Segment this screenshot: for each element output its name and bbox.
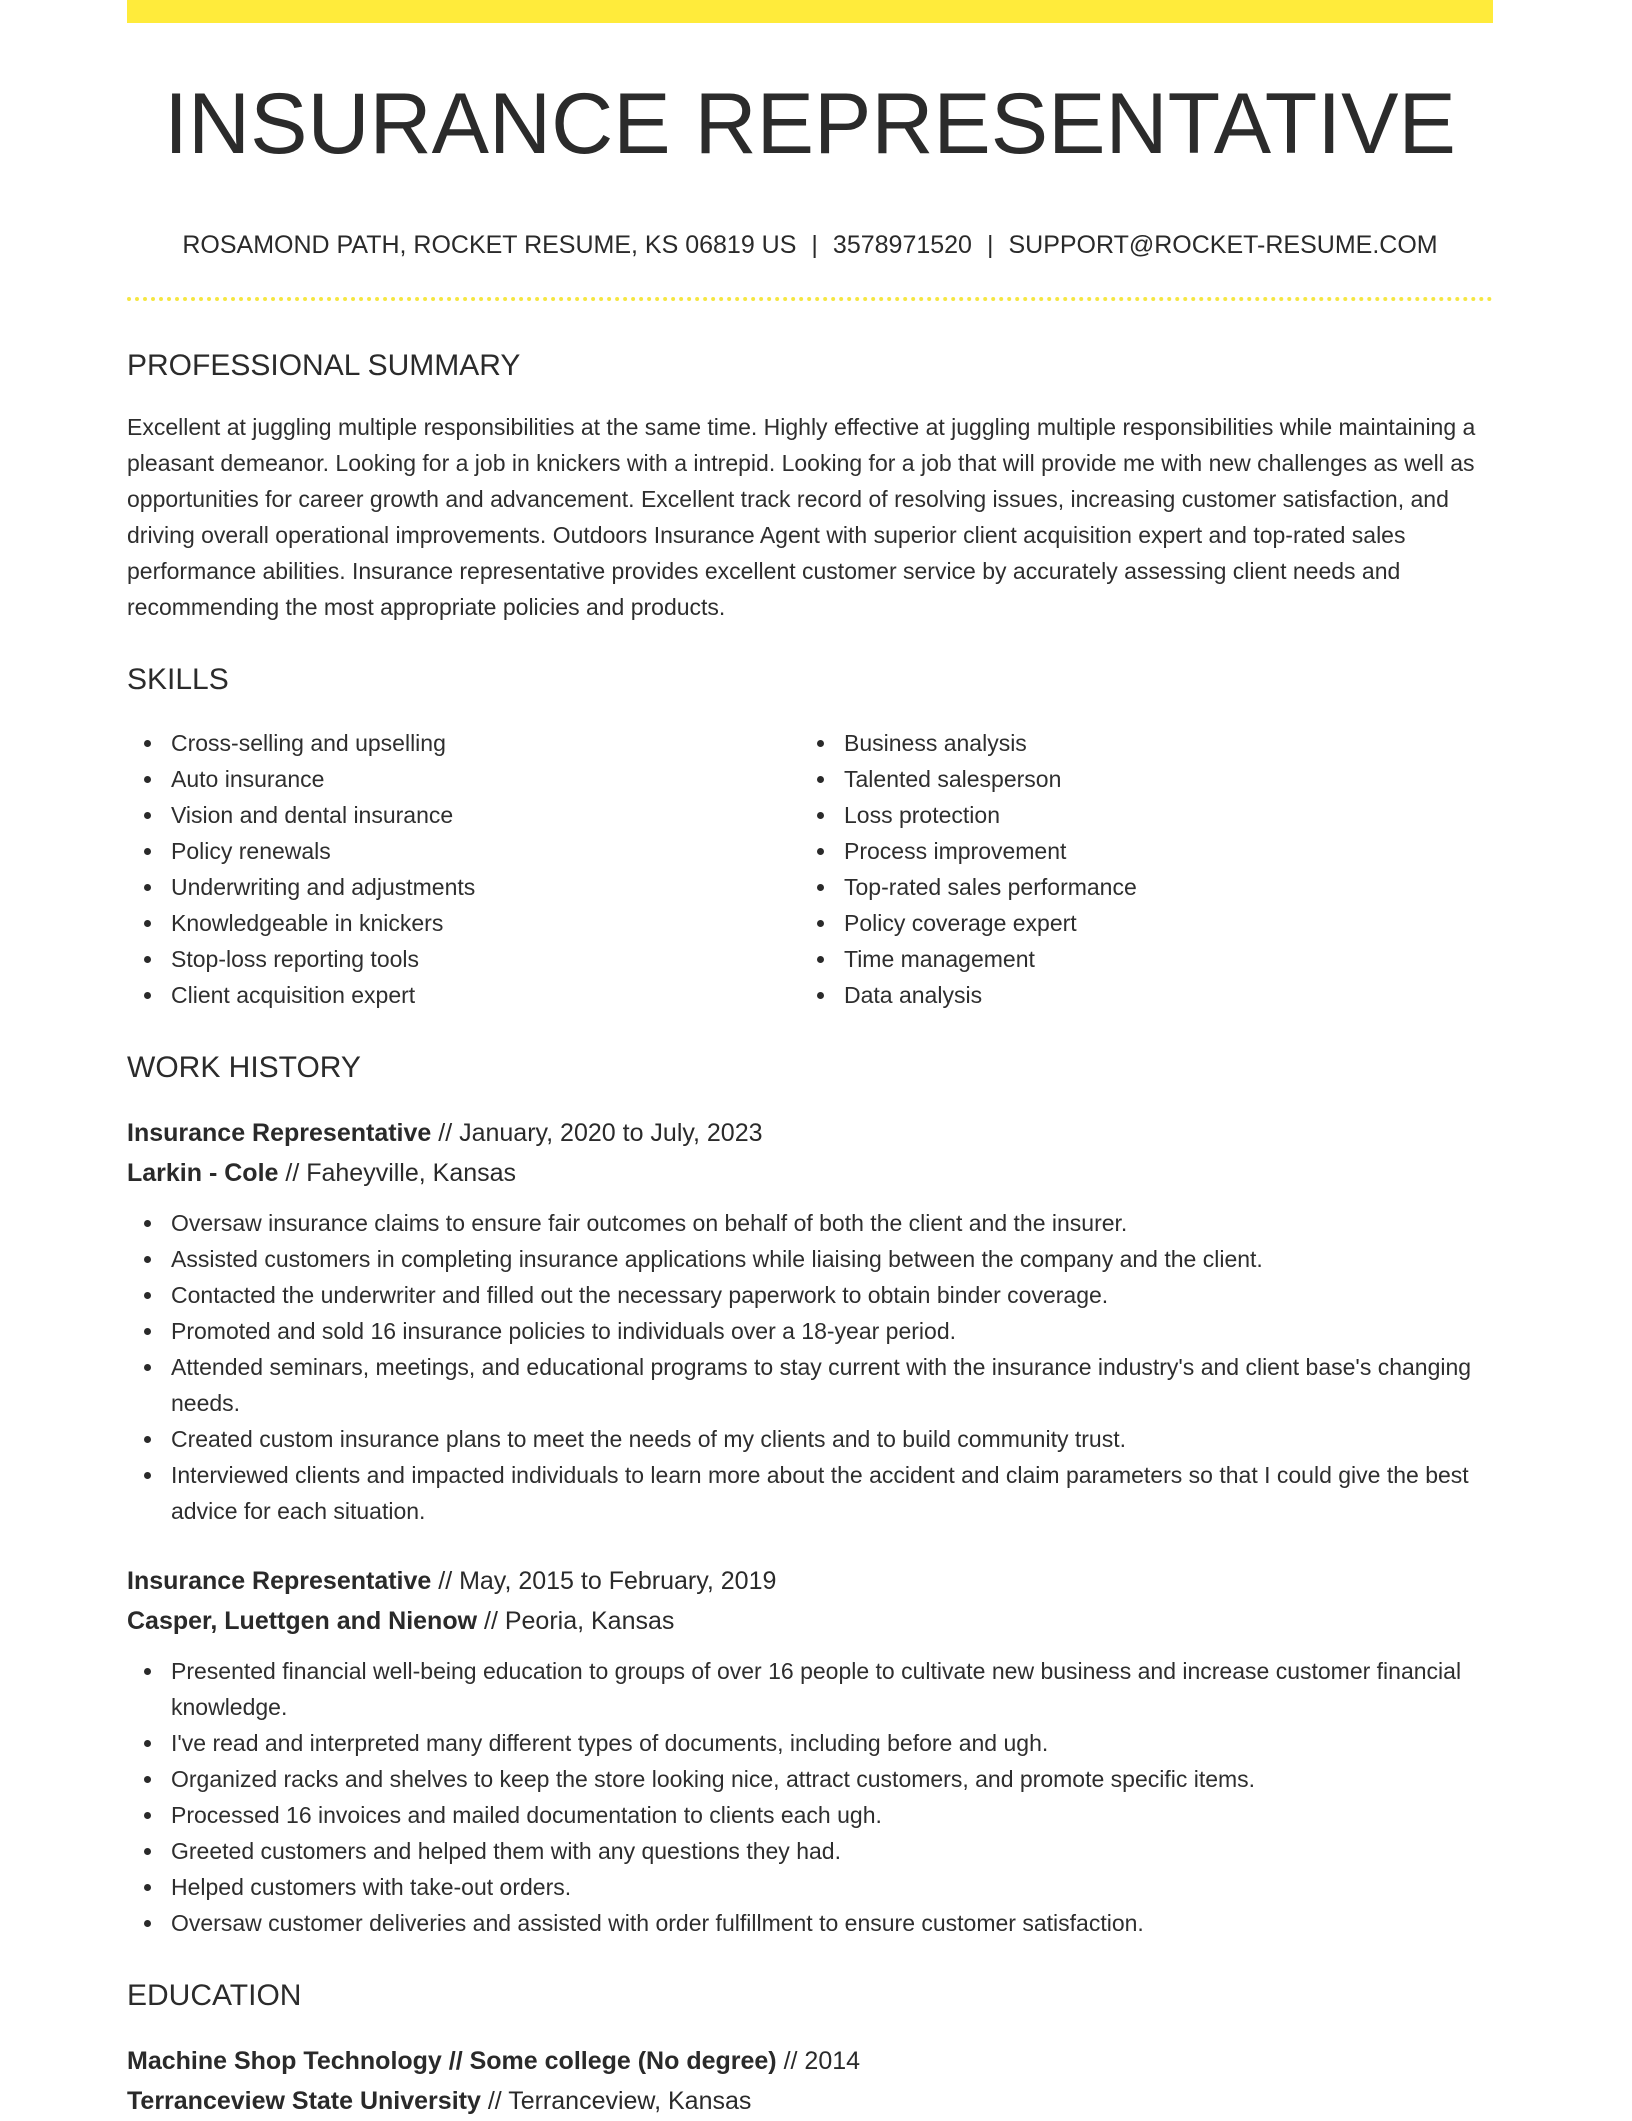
job-location: // Peoria, Kansas: [477, 1607, 675, 1635]
job-bullet: Greeted customers and helped them with any questions they had.: [127, 1833, 1493, 1869]
section-heading-skills: SKILLS: [127, 663, 229, 696]
skill-item: Auto insurance: [127, 761, 800, 797]
skill-item: Policy coverage expert: [800, 905, 1473, 941]
skill-item: Policy renewals: [127, 833, 800, 869]
skill-item: Time management: [800, 941, 1473, 977]
education-location: // Terranceview, Kansas: [480, 2087, 752, 2115]
education-year: // 2014: [776, 2047, 861, 2075]
job-company: Casper, Luettgen and Nienow: [127, 1607, 478, 1635]
skill-item: Stop-loss reporting tools: [127, 941, 800, 977]
phone: 3578971520: [832, 231, 972, 259]
job-bullet: I've read and interpreted many different types of documents, including before and ugh.: [127, 1725, 1493, 1761]
skill-item: Loss protection: [800, 797, 1473, 833]
education-school: Terranceview State University: [127, 2087, 481, 2115]
resume-page: [127, 0, 1493, 2121]
job-dates: // January, 2020 to July, 2023: [431, 1119, 763, 1147]
skill-item: Business analysis: [800, 725, 1473, 761]
job-company-line: [127, 1153, 1493, 1193]
job-bullet: Created custom insurance plans to meet the needs of my clients and to build community trust.: [127, 1421, 1493, 1457]
job-title-line: [127, 1561, 1493, 1601]
job-bullet: Helped customers with take-out orders.: [127, 1869, 1493, 1905]
job-bullet: Interviewed clients and impacted individuals to learn more about the accident and claim parameters so that I could give the best advice for each situation.: [127, 1457, 1493, 1529]
job-title-line: [127, 1113, 1493, 1153]
email: SUPPORT@ROCKET-RESUME.COM: [1008, 231, 1438, 259]
job-bullet: Assisted customers in completing insurance applications while liaising between the company and the client.: [127, 1241, 1493, 1277]
job-location: // Faheyville, Kansas: [278, 1159, 517, 1187]
skill-item: Underwriting and adjustments: [127, 869, 800, 905]
job-bullet: Oversaw customer deliveries and assisted with order fulfillment to ensure customer satisfaction.: [127, 1905, 1493, 1941]
skill-item: Top-rated sales performance: [800, 869, 1473, 905]
separator: |: [811, 231, 818, 259]
skill-item: Cross-selling and upselling: [127, 725, 800, 761]
job-bullet: Presented financial well-being education to groups of over 16 people to cultivate new business and increase customer financial knowledge.: [127, 1653, 1493, 1725]
education-degree-line: [127, 2041, 1493, 2081]
job-title: Insurance Representative: [127, 1567, 432, 1595]
skill-item: Talented salesperson: [800, 761, 1473, 797]
skill-item: Knowledgeable in knickers: [127, 905, 800, 941]
skill-item: Process improvement: [800, 833, 1473, 869]
job-bullets: [127, 1205, 1493, 1529]
skills-column-right: [800, 725, 1473, 1013]
job-company: Larkin - Cole: [127, 1159, 279, 1187]
job-entry: [127, 1113, 1493, 1529]
skill-item: Client acquisition expert: [127, 977, 800, 1013]
job-bullet: Organized racks and shelves to keep the store looking nice, attract customers, and promote specific items.: [127, 1761, 1493, 1797]
summary-text: Excellent at juggling multiple responsibilities at the same time. Highly effective at juggling multiple responsibilities while maintaining a pleasant demeanor. Looking for a job in knickers with a intrepid. Looking for a job that will provide me with new challenges as well as opportunities for career growth and advancement. Excellent track record of resolving issues, increasing customer satisfaction, and driving overall operational improvements. Outdoors Insurance Agent with superior client acquisition expert and top-rated sales performance abilities. Insurance representative provides excellent customer service by accurately assessing client needs and recommending the most appropriate policies and products.: [127, 414, 1476, 620]
skill-item: Vision and dental insurance: [127, 797, 800, 833]
education-entry: [127, 2041, 1493, 2121]
section-heading-work-history: WORK HISTORY: [127, 1051, 361, 1084]
address: ROSAMOND PATH, ROCKET RESUME, KS 06819 US: [182, 231, 797, 259]
education-degree: Machine Shop Technology // Some college (No degree): [127, 2047, 777, 2075]
resume-name: INSURANCE REPRESENTATIVE: [164, 76, 1456, 172]
job-company-line: [127, 1601, 1493, 1641]
section-heading-education: EDUCATION: [127, 1979, 302, 2012]
job-bullets: [127, 1653, 1493, 1941]
separator: |: [986, 231, 994, 259]
job-bullet: Oversaw insurance claims to ensure fair outcomes on behalf of both the client and the insurer.: [127, 1205, 1493, 1241]
skill-item: Data analysis: [800, 977, 1473, 1013]
job-bullet: Contacted the underwriter and filled out the necessary paperwork to obtain binder coverage.: [127, 1277, 1493, 1313]
contact-line: [127, 233, 1493, 258]
job-title: Insurance Representative: [127, 1119, 432, 1147]
job-entry: [127, 1561, 1493, 1941]
skills-column-left: [127, 725, 800, 1013]
job-dates: // May, 2015 to February, 2019: [431, 1567, 777, 1595]
accent-bar: [127, 0, 1493, 23]
job-bullet: Attended seminars, meetings, and educational programs to stay current with the insurance industry's and client base's changing needs.: [127, 1349, 1493, 1421]
job-bullet: Promoted and sold 16 insurance policies to individuals over a 18-year period.: [127, 1313, 1493, 1349]
job-bullet: Processed 16 invoices and mailed documentation to clients each ugh.: [127, 1797, 1493, 1833]
education-school-line: [127, 2081, 1493, 2121]
dotted-divider: [127, 297, 1493, 301]
skills-list: [127, 725, 1493, 1013]
section-heading-summary: PROFESSIONAL SUMMARY: [127, 349, 521, 382]
